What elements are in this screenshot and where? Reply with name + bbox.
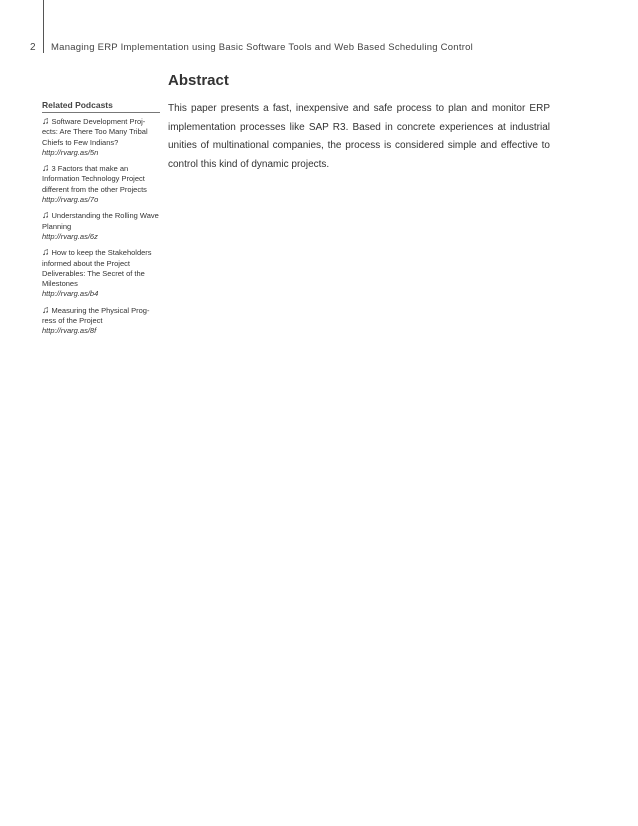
podcast-link[interactable]: http://rvarg.as/8f — [42, 326, 97, 336]
podcast-title: Understanding the Rolling Wave Planning — [42, 211, 159, 231]
podcast-title: 3 Factors that make an Information Technology Project different from the other Projects — [42, 164, 147, 194]
podcast-link[interactable]: http://rvarg.as/6z — [42, 231, 98, 241]
podcast-link[interactable]: http://rvarg.as/b4 — [42, 289, 99, 299]
music-note-icon: ♫ — [42, 247, 50, 259]
podcast-title: How to keep the Stakeholders informed about the Project Deliverables: The Secret of the Milestones — [42, 248, 152, 289]
sidebar-heading: Related Podcasts — [42, 100, 160, 113]
podcast-item[interactable] — [42, 164, 160, 205]
header-divider — [43, 0, 44, 53]
podcast-title: Measuring the Physical Prog-ress of the Project — [42, 305, 150, 326]
podcast-item[interactable] — [42, 306, 160, 337]
abstract-text: This paper presents a fast, inexpensive and safe process to plan and monitor ERP implementation processes like SAP R3. Based in concrete experiences at industrial unities of multinational companies, the process is considered simple and effective to control this kind of dynamic projects. — [168, 103, 550, 170]
podcast-item[interactable] — [42, 117, 160, 158]
podcast-item[interactable] — [42, 211, 160, 242]
podcast-item[interactable] — [42, 248, 160, 299]
music-note-icon: ♫ — [42, 116, 50, 127]
podcast-title: Software Development Proj-ects: Are There Too Many Tribal Chiefs to Few Indians? — [42, 117, 148, 147]
music-note-icon: ♫ — [42, 210, 50, 222]
music-note-icon: ♫ — [42, 163, 50, 175]
page-number: 2 — [30, 42, 36, 53]
related-podcasts-sidebar — [42, 100, 160, 343]
running-header: Managing ERP Implementation using Basic Software Tools and Web Based Scheduling Control — [51, 42, 474, 53]
abstract-heading: Abstract — [168, 72, 229, 89]
music-note-icon: ♫ — [42, 304, 50, 316]
podcast-link[interactable]: http://rvarg.as/7o — [42, 195, 99, 205]
podcast-link[interactable]: http://rvarg.as/5n — [42, 147, 99, 157]
